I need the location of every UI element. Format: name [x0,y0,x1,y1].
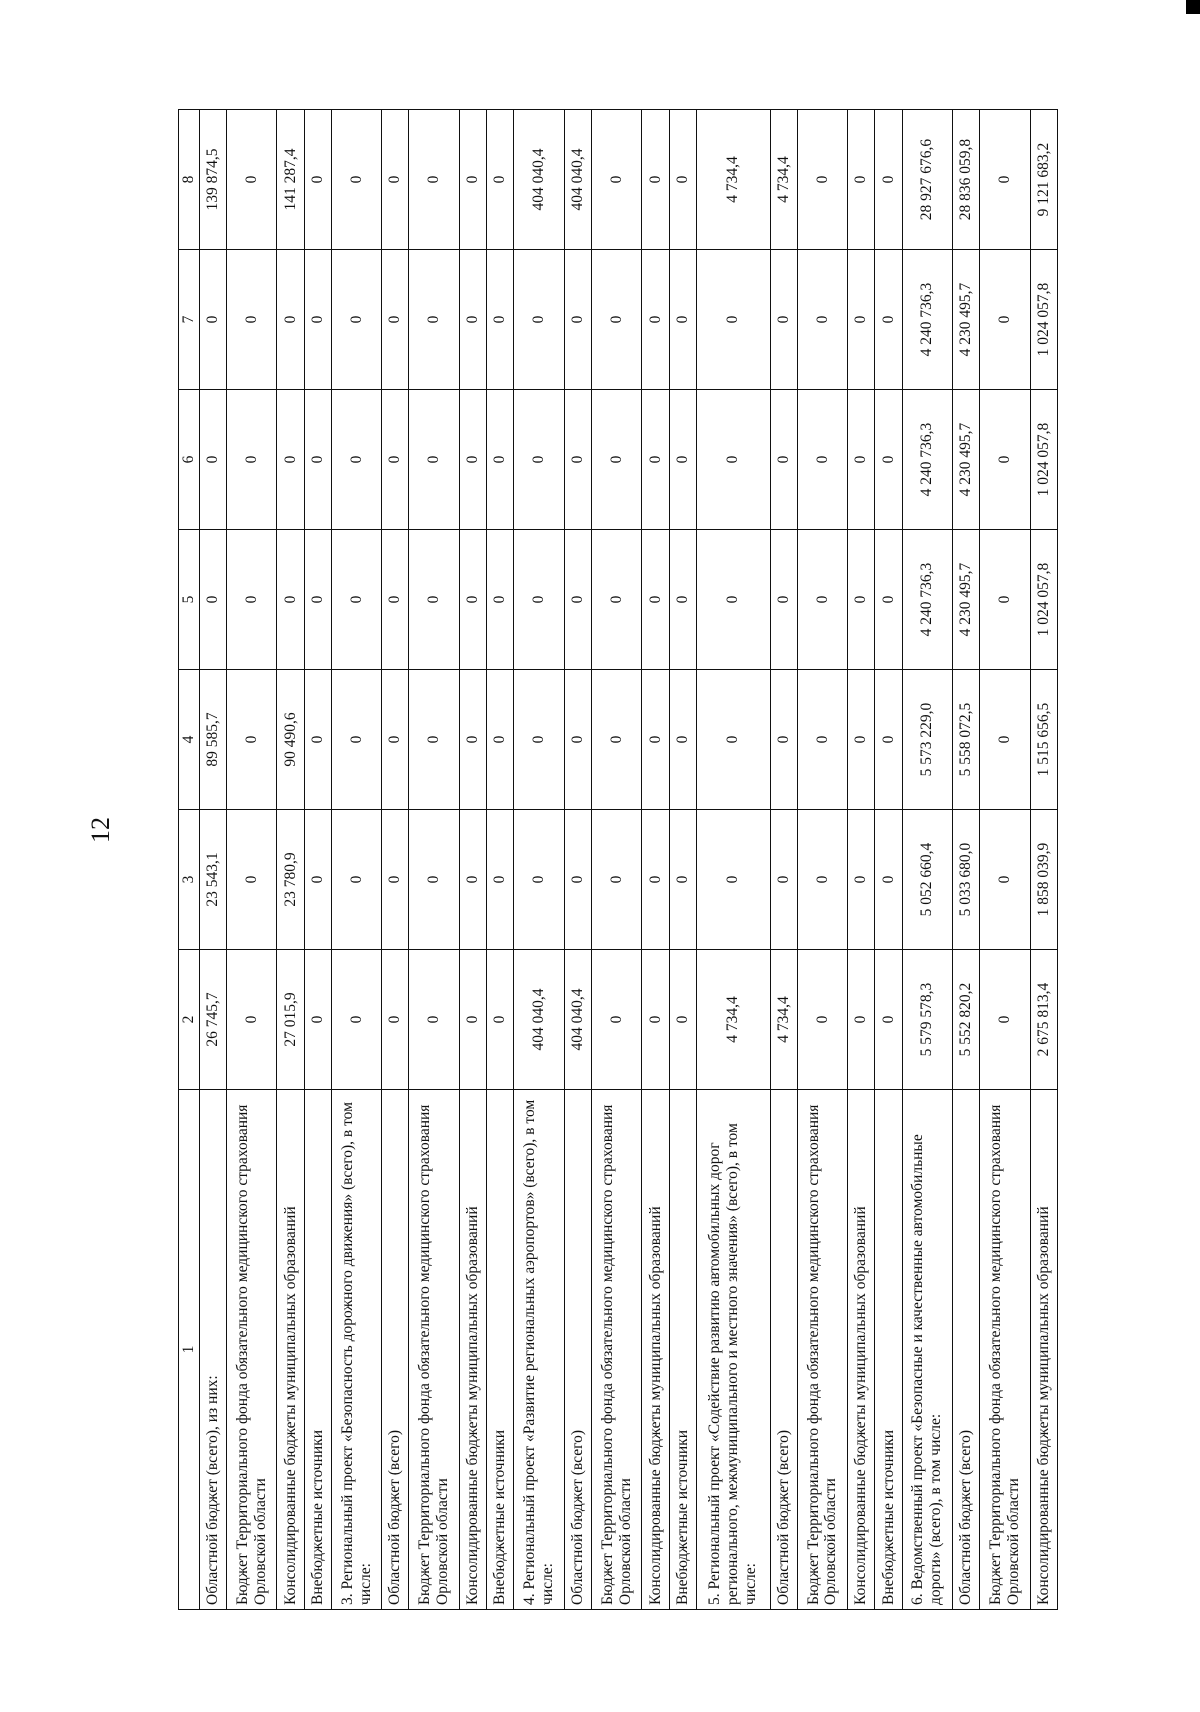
cell-value: 0 [409,110,459,250]
cell-value: 404 040,4 [564,110,591,250]
cell-value: 4 230 495,7 [952,250,979,390]
cell-value: 0 [487,250,514,390]
cell-value: 0 [669,250,696,390]
cell-value: 0 [382,530,409,670]
cell-value: 5 573 229,0 [902,670,952,810]
column-header-6: 6 [179,390,200,530]
cell-value: 0 [770,530,797,670]
cell-value: 0 [199,250,226,390]
cell-value: 0 [770,390,797,530]
cell-value: 0 [797,810,847,950]
table-row [669,110,696,1610]
cell-value: 0 [409,950,459,1090]
cell-value: 0 [331,110,381,250]
cell-value: 4 734,4 [770,950,797,1090]
cell-value: 0 [564,530,591,670]
cell-value: 28 836 059,8 [952,110,979,250]
cell-value: 0 [459,950,486,1090]
cell-value: 0 [277,250,304,390]
row-label: Бюджет Территориального фонда обязательного медицинского страхования Орловской области [409,1090,459,1610]
cell-value: 1 024 057,8 [1030,530,1057,670]
cell-value: 0 [409,810,459,950]
cell-value: 0 [304,530,331,670]
cell-value: 0 [875,530,902,670]
cell-value: 0 [227,390,277,530]
cell-value: 23 780,9 [277,810,304,950]
cell-value: 0 [696,670,770,810]
cell-value: 0 [514,250,564,390]
cell-value: 0 [564,810,591,950]
cell-value: 0 [304,670,331,810]
cell-value: 0 [875,110,902,250]
cell-value: 0 [642,250,669,390]
cell-value: 5 579 578,3 [902,950,952,1090]
cell-value: 4 230 495,7 [952,530,979,670]
cell-value: 0 [487,950,514,1090]
cell-value: 0 [459,390,486,530]
cell-value: 0 [591,810,641,950]
table-row [902,110,952,1610]
table-row [875,110,902,1610]
cell-value: 404 040,4 [514,950,564,1090]
cell-value: 0 [669,530,696,670]
cell-value: 0 [331,670,381,810]
cell-value: 0 [591,250,641,390]
column-header-2: 2 [179,950,200,1090]
row-label: Бюджет Территориального фонда обязательного медицинского страхования Орловской области [591,1090,641,1610]
cell-value: 0 [797,390,847,530]
table-row [331,110,381,1610]
cell-value: 0 [848,110,875,250]
cell-value: 0 [564,390,591,530]
cell-value: 141 287,4 [277,110,304,250]
cell-value: 0 [669,390,696,530]
cell-value: 0 [591,950,641,1090]
cell-value: 0 [848,670,875,810]
cell-value: 4 734,4 [770,110,797,250]
cell-value: 5 552 820,2 [952,950,979,1090]
row-label: 5. Региональный проект «Содействие развитию автомобильных дорог регионального, межмуниципального и местного значения» (всего), в том числе: [696,1090,770,1610]
cell-value: 0 [304,390,331,530]
table-row [848,110,875,1610]
header-row [179,110,200,1610]
cell-value: 0 [980,950,1030,1090]
cell-value: 0 [980,810,1030,950]
budget-table [178,109,1058,1610]
cell-value: 0 [980,250,1030,390]
cell-value: 0 [797,250,847,390]
row-label: Консолидированные бюджеты муниципальных образований [459,1090,486,1610]
cell-value: 0 [642,110,669,250]
cell-value: 0 [331,810,381,950]
row-label: Консолидированные бюджеты муниципальных образований [848,1090,875,1610]
cell-value: 0 [696,810,770,950]
row-label: Областной бюджет (всего) [770,1090,797,1610]
cell-value: 0 [564,670,591,810]
column-header-8: 8 [179,110,200,250]
cell-value: 0 [382,950,409,1090]
cell-value: 0 [875,950,902,1090]
table-row [304,110,331,1610]
cell-value: 90 490,6 [277,670,304,810]
row-label: Консолидированные бюджеты муниципальных образований [277,1090,304,1610]
cell-value: 0 [304,110,331,250]
cell-value: 0 [591,530,641,670]
cell-value: 404 040,4 [564,950,591,1090]
cell-value: 0 [487,530,514,670]
cell-value: 0 [669,670,696,810]
cell-value: 23 543,1 [199,810,226,950]
cell-value: 139 874,5 [199,110,226,250]
row-label: Областной бюджет (всего) [952,1090,979,1610]
cell-value: 4 230 495,7 [952,390,979,530]
cell-value: 0 [227,530,277,670]
row-label: Бюджет Территориального фонда обязательного медицинского страхования Орловской области [797,1090,847,1610]
row-label: Внебюджетные источники [875,1090,902,1610]
cell-value: 0 [591,110,641,250]
cell-value: 0 [382,390,409,530]
column-header-5: 5 [179,530,200,670]
cell-value: 0 [514,390,564,530]
cell-value: 0 [642,810,669,950]
cell-value: 0 [382,670,409,810]
cell-value: 0 [304,950,331,1090]
cell-value: 0 [770,670,797,810]
cell-value: 0 [199,530,226,670]
cell-value: 0 [227,670,277,810]
cell-value: 0 [409,530,459,670]
cell-value: 0 [331,950,381,1090]
table-row [591,110,641,1610]
row-label: 3. Региональный проект «Безопасность дорожного движения» (всего), в том числе: [331,1090,381,1610]
table-row [797,110,847,1610]
column-header-7: 7 [179,250,200,390]
table-row [459,110,486,1610]
cell-value: 0 [409,250,459,390]
cell-value: 0 [459,810,486,950]
cell-value: 0 [591,390,641,530]
row-label: Областной бюджет (всего), из них: [199,1090,226,1610]
cell-value: 0 [591,670,641,810]
cell-value: 0 [770,810,797,950]
table-body [199,110,1057,1610]
cell-value: 0 [669,110,696,250]
row-label: Внебюджетные источники [487,1090,514,1610]
cell-value: 5 052 660,4 [902,810,952,950]
cell-value: 0 [770,250,797,390]
cell-value: 0 [642,390,669,530]
row-label: Консолидированные бюджеты муниципальных образований [1030,1090,1057,1610]
table-row [487,110,514,1610]
table-row [770,110,797,1610]
cell-value: 0 [304,810,331,950]
table-row [1030,110,1057,1610]
cell-value: 0 [848,810,875,950]
cell-value: 0 [980,110,1030,250]
row-label: Областной бюджет (всего) [564,1090,591,1610]
table-row [564,110,591,1610]
cell-value: 9 121 683,2 [1030,110,1057,250]
table-row [952,110,979,1610]
cell-value: 0 [564,250,591,390]
cell-value: 0 [980,530,1030,670]
cell-value: 0 [227,250,277,390]
cell-value: 2 675 813,4 [1030,950,1057,1090]
cell-value: 0 [642,530,669,670]
table-row [199,110,226,1610]
cell-value: 0 [331,250,381,390]
table-row [514,110,564,1610]
cell-value: 0 [487,110,514,250]
cell-value: 0 [980,390,1030,530]
cell-value: 0 [227,110,277,250]
cell-value: 0 [459,250,486,390]
row-label: Внебюджетные источники [304,1090,331,1610]
cell-value: 0 [514,670,564,810]
cell-value: 0 [669,950,696,1090]
cell-value: 0 [277,530,304,670]
cell-value: 0 [304,250,331,390]
cell-value: 0 [514,810,564,950]
cell-value: 0 [487,810,514,950]
cell-value: 0 [514,530,564,670]
cell-value: 0 [227,950,277,1090]
cell-value: 4 240 736,3 [902,530,952,670]
cell-value: 0 [875,810,902,950]
table-row [980,110,1030,1610]
cell-value: 0 [409,670,459,810]
cell-value: 404 040,4 [514,110,564,250]
rotated-table-container [178,110,1058,1610]
cell-value: 0 [875,670,902,810]
table-row [277,110,304,1610]
cell-value: 26 745,7 [199,950,226,1090]
cell-value: 5 558 072,5 [952,670,979,810]
cell-value: 0 [848,250,875,390]
cell-value: 0 [277,390,304,530]
cell-value: 0 [487,390,514,530]
cell-value: 0 [382,110,409,250]
cell-value: 89 585,7 [199,670,226,810]
row-label: Внебюджетные источники [669,1090,696,1610]
cell-value: 0 [848,390,875,530]
cell-value: 0 [696,530,770,670]
table-row [409,110,459,1610]
cell-value: 0 [487,670,514,810]
cell-value: 0 [409,390,459,530]
cell-value: 0 [875,390,902,530]
cell-value: 0 [848,950,875,1090]
table-row [642,110,669,1610]
cell-value: 4 240 736,3 [902,390,952,530]
cell-value: 4 734,4 [696,950,770,1090]
cell-value: 27 015,9 [277,950,304,1090]
cell-value: 1 858 039,9 [1030,810,1057,950]
table-row [696,110,770,1610]
cell-value: 0 [227,810,277,950]
cell-value: 5 033 680,0 [952,810,979,950]
column-header-4: 4 [179,670,200,810]
cell-value: 0 [199,390,226,530]
cell-value: 1 024 057,8 [1030,250,1057,390]
cell-value: 0 [642,670,669,810]
cell-value: 0 [980,670,1030,810]
cell-value: 0 [669,810,696,950]
row-label: 4. Региональный проект «Развитие региональных аэропортов» (всего), в том числе: [514,1090,564,1610]
scan-corner-mark [1186,0,1200,14]
row-label: Бюджет Территориального фонда обязательного медицинского страхования Орловской области [980,1090,1030,1610]
cell-value: 0 [459,670,486,810]
cell-value: 0 [696,250,770,390]
cell-value: 0 [875,250,902,390]
cell-value: 28 927 676,6 [902,110,952,250]
column-header-1: 1 [179,1090,200,1610]
cell-value: 0 [797,530,847,670]
cell-value: 0 [848,530,875,670]
cell-value: 0 [797,670,847,810]
cell-value: 0 [459,530,486,670]
cell-value: 0 [382,250,409,390]
cell-value: 0 [331,530,381,670]
row-label: Бюджет Территориального фонда обязательного медицинского страхования Орловской области [227,1090,277,1610]
cell-value: 1 024 057,8 [1030,390,1057,530]
column-header-3: 3 [179,810,200,950]
row-label: Консолидированные бюджеты муниципальных образований [642,1090,669,1610]
row-label: Областной бюджет (всего) [382,1090,409,1610]
row-label: 6. Ведомственный проект «Безопасные и качественные автомобильные дороги» (всего), в том числе: [902,1090,952,1610]
table-row [382,110,409,1610]
cell-value: 4 734,4 [696,110,770,250]
cell-value: 0 [331,390,381,530]
cell-value: 0 [696,390,770,530]
cell-value: 0 [797,110,847,250]
cell-value: 1 515 656,5 [1030,670,1057,810]
cell-value: 0 [459,110,486,250]
table-row [227,110,277,1610]
cell-value: 4 240 736,3 [902,250,952,390]
cell-value: 0 [642,950,669,1090]
page-number: 12 [86,817,115,843]
cell-value: 0 [797,950,847,1090]
cell-value: 0 [382,810,409,950]
